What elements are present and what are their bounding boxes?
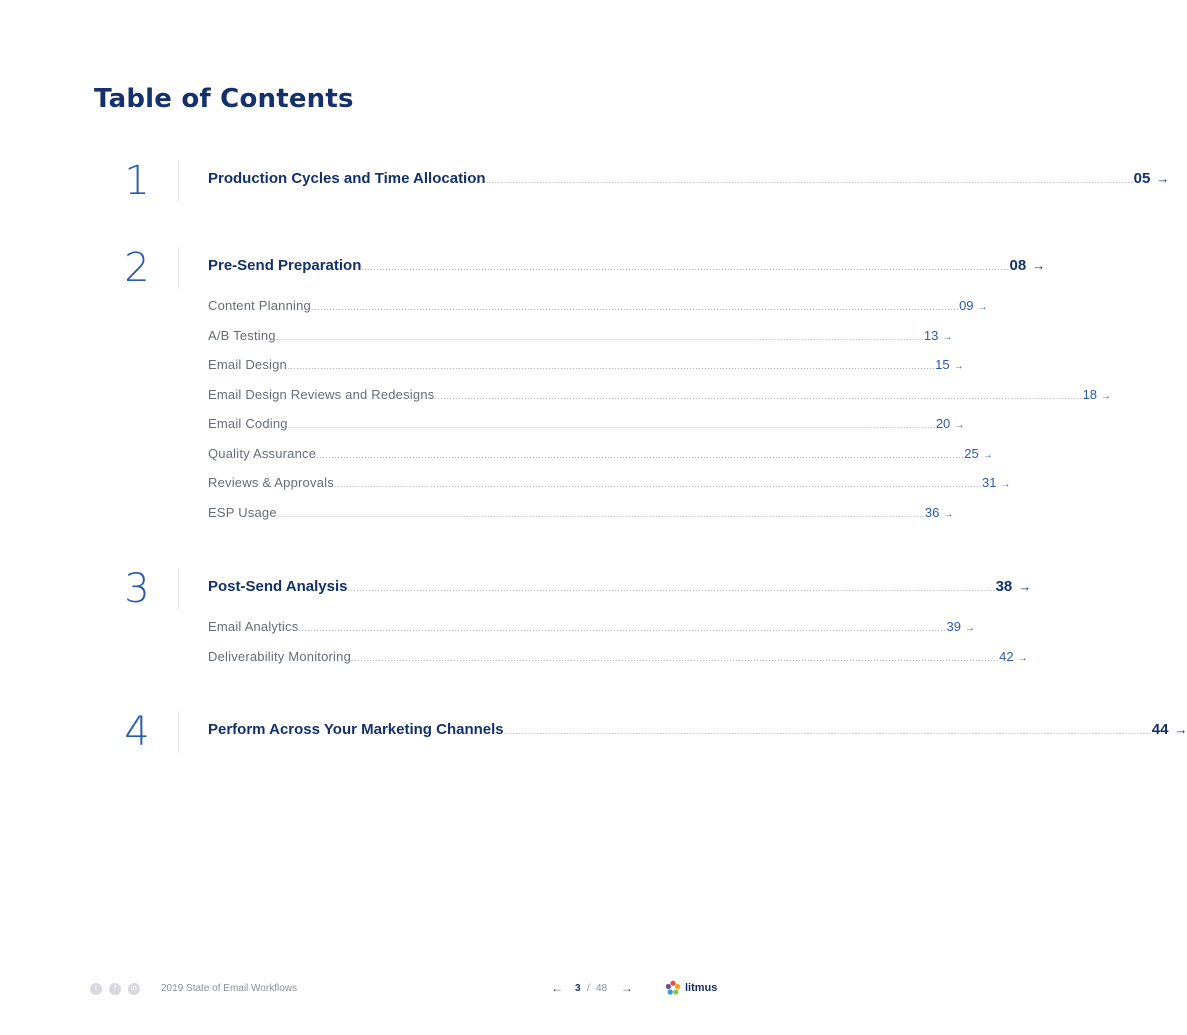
toc-subentry-title: ESP Usage bbox=[208, 505, 277, 520]
twitter-icon[interactable]: t bbox=[90, 983, 102, 995]
leader-dots: ........................................................................................................................................................................................................................ bbox=[276, 509, 925, 519]
arrow-right-icon: → bbox=[942, 332, 953, 343]
section-number: 1 bbox=[124, 158, 150, 204]
footer bbox=[0, 978, 800, 1000]
leader-dots: ........................................................................................................................................................................................................................ bbox=[298, 623, 947, 633]
toc-subentry-title: Content Planning bbox=[208, 298, 311, 313]
toc-subentry-ab-testing[interactable] bbox=[208, 328, 953, 343]
toc-subentry-page: 42 bbox=[999, 649, 1014, 664]
arrow-right-icon: → bbox=[1017, 653, 1028, 664]
arrow-right-icon: → bbox=[1174, 722, 1187, 737]
toc-subentry-title: A/B Testing bbox=[208, 328, 276, 343]
toc-entry-page: 05 bbox=[1133, 170, 1151, 187]
litmus-logo-text: litmus bbox=[685, 982, 718, 994]
footer-doc-title: 2019 State of Email Workflows bbox=[161, 983, 297, 994]
toc-entry-pre-send-preparation[interactable] bbox=[208, 257, 1046, 274]
toc-subentry-page: 25 bbox=[964, 446, 979, 461]
toc-subentry-email-analytics[interactable] bbox=[208, 619, 975, 634]
toc-subentry-quality-assurance[interactable] bbox=[208, 446, 993, 461]
toc-subentry-page: 13 bbox=[923, 328, 939, 343]
toc-subentry-page: 18 bbox=[1082, 387, 1098, 402]
toc-entry-title: Post-Send Analysis bbox=[208, 578, 348, 595]
page-title: Table of Contents bbox=[94, 84, 354, 114]
leader-dots: ........................................................................................................................................................................................................................ bbox=[275, 332, 924, 342]
toc-entry-page: 08 bbox=[1009, 257, 1027, 274]
toc-entry-page: 44 bbox=[1151, 721, 1169, 738]
toc-subentry-email-design-reviews[interactable] bbox=[208, 387, 1112, 402]
arrow-right-icon: → bbox=[1101, 391, 1112, 402]
toc-entry-production-cycles[interactable] bbox=[208, 170, 1170, 187]
divider bbox=[178, 568, 179, 610]
leader-dots: ........................................................................................................................................................................................................................ bbox=[333, 479, 983, 489]
toc-subentry-page: 31 bbox=[982, 475, 997, 490]
toc-entry-title: Perform Across Your Marketing Channels bbox=[208, 721, 504, 738]
leader-dots: ........................................................................................................................................................................................................................ bbox=[310, 302, 960, 312]
toc-entry-title: Production Cycles and Time Allocation bbox=[208, 170, 486, 187]
linkedin-icon[interactable]: in bbox=[128, 983, 140, 995]
toc-subentry-title: Quality Assurance bbox=[208, 446, 317, 461]
section-number: 4 bbox=[124, 709, 150, 755]
arrow-right-icon: → bbox=[1156, 171, 1170, 186]
divider bbox=[178, 247, 179, 289]
toc-subentry-content-planning[interactable] bbox=[208, 298, 988, 313]
leader-dots: ........................................................................................................................................................................................................................ bbox=[351, 653, 1000, 663]
arrow-right-icon: → bbox=[965, 623, 975, 634]
current-page-number: 3 bbox=[575, 983, 581, 994]
toc-subentry-page: 09 bbox=[959, 298, 974, 313]
toc-subentry-email-coding[interactable] bbox=[208, 416, 965, 431]
leader-dots: ........................................................................................................................................................................................................................ bbox=[287, 420, 936, 430]
toc-subentry-title: Email Design Reviews and Redesigns bbox=[208, 387, 435, 402]
litmus-logo-icon bbox=[665, 980, 681, 996]
arrow-right-icon: → bbox=[953, 361, 964, 372]
toc-subentry-email-design[interactable] bbox=[208, 357, 964, 372]
divider bbox=[178, 160, 179, 202]
section-number: 3 bbox=[124, 566, 150, 612]
toc-subentry-title: Reviews & Approvals bbox=[208, 475, 334, 490]
prev-page-button[interactable]: ← bbox=[551, 981, 563, 995]
toc-subentry-deliverability-monitoring[interactable] bbox=[208, 649, 1028, 664]
toc-subentry-title: Email Analytics bbox=[208, 619, 299, 634]
toc-subentry-title: Email Design bbox=[208, 357, 287, 372]
leader-dots: ........................................................................................................................................................................................................................ bbox=[503, 726, 1152, 736]
toc-subentry-reviews-approvals[interactable] bbox=[208, 475, 1011, 490]
section-number: 2 bbox=[124, 245, 150, 291]
toc-entry-post-send-analysis[interactable] bbox=[208, 578, 1032, 595]
leader-dots: ........................................................................................................................................................................................................................ bbox=[361, 262, 1010, 272]
leader-dots: ........................................................................................................................................................................................................................ bbox=[485, 175, 1134, 185]
total-pages: 48 bbox=[596, 983, 608, 994]
toc-subentry-page: 15 bbox=[935, 357, 950, 372]
toc-subentry-page: 36 bbox=[924, 505, 940, 520]
divider bbox=[178, 711, 179, 753]
toc-subentry-page: 39 bbox=[946, 619, 961, 634]
leader-dots: ........................................................................................................................................................................................................................ bbox=[316, 450, 965, 460]
toc-subentry-page: 20 bbox=[935, 416, 951, 431]
leader-dots: ........................................................................................................................................................................................................................ bbox=[287, 361, 936, 371]
next-page-button[interactable]: → bbox=[621, 981, 633, 995]
arrow-right-icon: → bbox=[977, 302, 988, 313]
arrow-right-icon: → bbox=[982, 450, 993, 461]
toc-subentry-title: Deliverability Monitoring bbox=[208, 649, 351, 664]
arrow-right-icon: → bbox=[954, 420, 965, 431]
leader-dots: ........................................................................................................................................................................................................................ bbox=[347, 583, 996, 593]
toc-subentry-title: Email Coding bbox=[208, 416, 288, 431]
toc-entry-title: Pre-Send Preparation bbox=[208, 257, 362, 274]
arrow-right-icon: → bbox=[1018, 579, 1032, 594]
arrow-right-icon: → bbox=[943, 509, 954, 520]
leader-dots: ........................................................................................................................................................................................................................ bbox=[434, 391, 1083, 401]
facebook-icon[interactable]: f bbox=[109, 983, 121, 995]
toc-entry-perform-across-channels[interactable] bbox=[208, 721, 1187, 738]
arrow-right-icon: → bbox=[1032, 258, 1046, 273]
toc-subentry-esp-usage[interactable] bbox=[208, 505, 954, 520]
page-separator: / bbox=[587, 983, 590, 994]
toc-entry-page: 38 bbox=[995, 578, 1013, 595]
arrow-right-icon: → bbox=[1000, 479, 1011, 490]
